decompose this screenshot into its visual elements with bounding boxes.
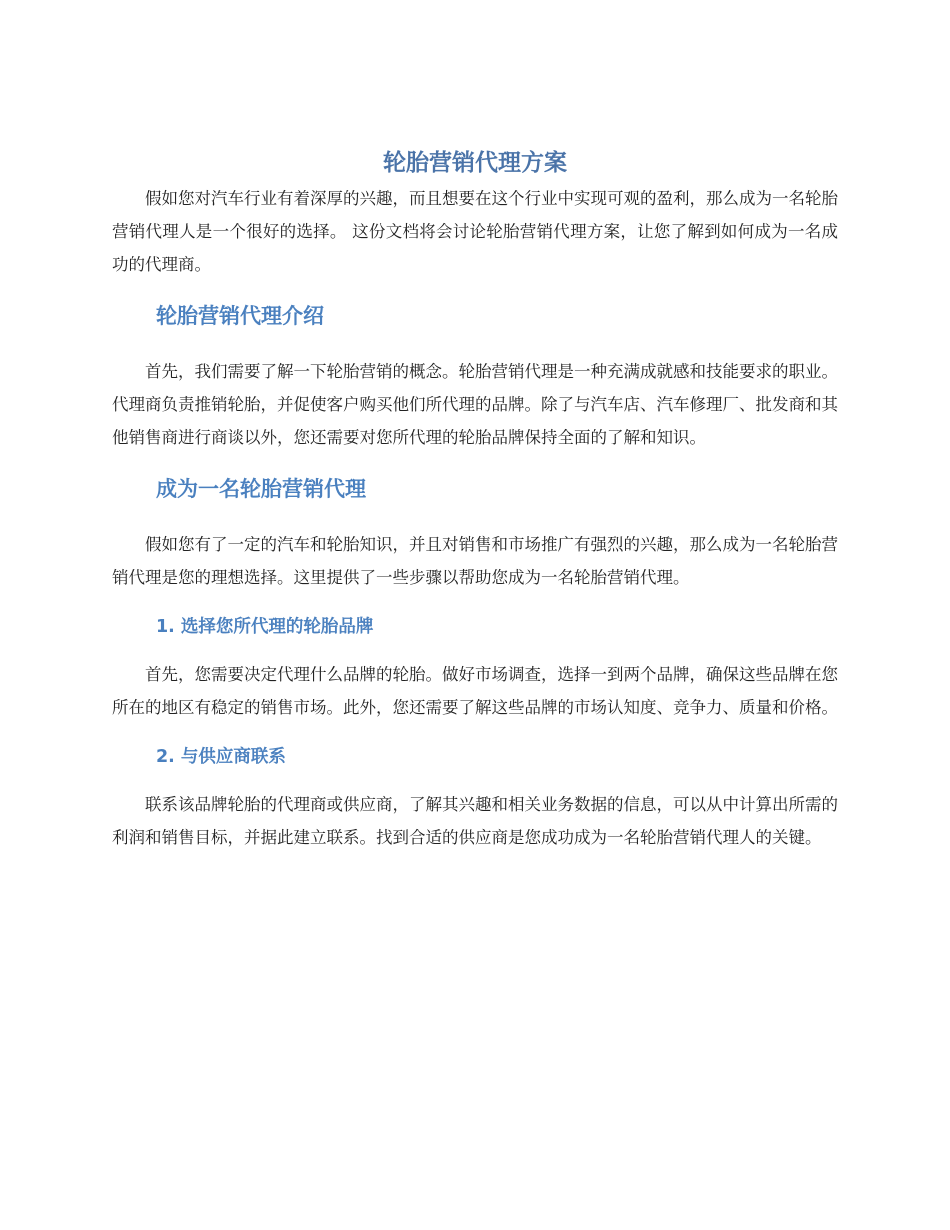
document-title: 轮胎营销代理方案 [383, 150, 567, 176]
section-paragraph-become-agent: 假如您有了一定的汽车和轮胎知识，并且对销售和市场推广有强烈的兴趣，那么成为一名轮胎营销代理是您的理想选择。这里提供了一些步骤以帮助您成为一名轮胎营销代理。 [112, 535, 838, 587]
step-paragraph-choose-brand: 首先，您需要决定代理什么品牌的轮胎。做好市场调查，选择一到两个品牌，确保这些品牌在您所在的地区有稳定的销售市场。此外，您还需要了解这些品牌的市场认知度、竞争力、质量和价格。 [112, 665, 838, 717]
step-heading-contact-supplier: 2. 与供应商联系 [156, 747, 286, 767]
section-paragraph-introduction: 首先，我们需要了解一下轮胎营销的概念。轮胎营销代理是一种充满成就感和技能要求的职业。代理商负责推销轮胎，并促使客户购买他们所代理的品牌。除了与汽车店、汽车修理厂、批发商和其他销售商进行商谈以外，您还需要对您所代理的轮胎品牌保持全面的了解和知识。 [112, 362, 838, 447]
step-heading-choose-brand: 1. 选择您所代理的轮胎品牌 [156, 617, 374, 637]
document-body [112, 146, 838, 854]
step-paragraph-contact-supplier: 联系该品牌轮胎的代理商或供应商，了解其兴趣和相关业务数据的信息，可以从中计算出所需的利润和销售目标，并据此建立联系。找到合适的供应商是您成功成为一名轮胎营销代理人的关键。 [112, 795, 838, 847]
intro-paragraph: 假如您对汽车行业有着深厚的兴趣，而且想要在这个行业中实现可观的盈利，那么成为一名轮胎营销代理人是一个很好的选择。 这份文档将会讨论轮胎营销代理方案，让您了解到如何成为一名成功的代理商。 [112, 189, 838, 274]
section-heading-become-agent: 成为一名轮胎营销代理 [156, 477, 366, 501]
section-heading-introduction: 轮胎营销代理介绍 [156, 304, 324, 328]
